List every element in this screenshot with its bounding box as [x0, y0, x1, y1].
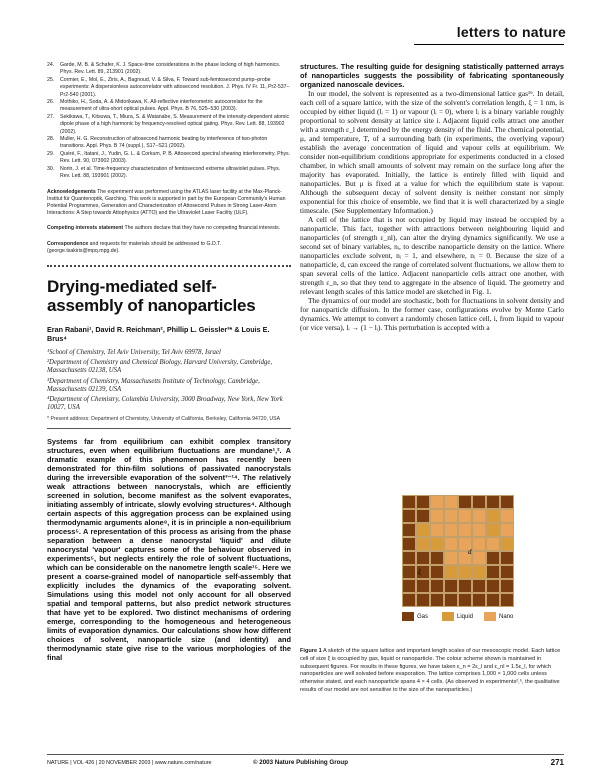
body-paragraph: In our model, the solvent is represented as a two-dimensional lattice gas¹⁶. In detail, each cell of a square lattice, with the size of the solvent's correlation length, ξ = 1 nm, is occupied by either liquid (lᵢ = 1) or vapour (lᵢ = 0), where lᵢ is a binary variable roughly proportional to solvent density at lattice site i. Adjacent liquid cells attract one another with a strength ε_l determined by the energy density of the fluid. The chemical potential, μ, and temperature, T, of a surrounding bath (in experiments, the overlying vapour) establish the average concentration of liquid and vapour cells at equilibrium. We consider non-equilibrium conditions appropriate for experiments conducted in a closed chamber, in which small amounts of solvent may remain on the surface long after the majority has evaporated. Initially, the lattice is entirely filled with liquid and nanoparticles. But μ is fixed at a value for which the equilibrium state is vapour. Although the subsequent decay of solvent density is neither constant nor simply exponential for this choice of ensemble, we find that it is well characterized by a single timescale. (See Supplementary Information.) [300, 89, 564, 215]
nanoparticle-cell [472, 523, 486, 537]
affiliations [47, 349, 291, 412]
correspondence [47, 241, 291, 255]
present-address: * Present address: Department of Chemistry, University of California, Berkeley, California 94720, USA [47, 416, 281, 423]
body-paragraph: A cell of the lattice that is not occupied by liquid may instead be occupied by a nanoparticle. This fact, together with attractions between neighbouring liquid and nanoparticles (of strength ε_nl), can alter the drying dynamics significantly. We use a second set of binary variables, nᵢ, to describe nanoparticle density on the lattice. Where nanoparticles exclude solvent, nᵢ = 1, and elsewhere, nᵢ = 0. Because the size of a nanoparticle, d, can exceed the range of correlated solvent fluctuations, we allow them to span several cells of the lattice. Adjacent nanoparticle cells attract one another, with strength ε_n, so that they tend to aggregate in the absence of liquid. The geometry and relevant length scales of this lattice model are sketched in Fig. 1. [300, 215, 564, 296]
liquid-cell [416, 523, 430, 537]
gas-cell [458, 495, 472, 509]
liquid-swatch [442, 612, 454, 621]
reference-number: 27. [47, 113, 55, 120]
gas-cell [500, 495, 514, 509]
reference-text: Cormier, E., Mol, E., Ziris, A., Bagnoud, V. & Silva, F. Toward sub-femtosecond pump–probe experiments: A dispersionless autocorrelator with attosecond resolution. J. Phys. IV Fr. 11, Pr2-537–Pr2-540 (2001). [60, 76, 290, 98]
gas-cell [402, 509, 416, 523]
nanoparticle-cell [472, 509, 486, 523]
reference-text: Norin, J. et al. Time-frequency characterization of femtosecond extreme ultraviolet pulses. Phys. Rev. Lett. 88, 193901 (2002). [60, 165, 281, 180]
copyright: © 2003 Nature Publishing Group [253, 759, 348, 766]
correspondence-text: and requests for materials should be addressed to G.D.T. (george.tsakiris@mpq.mpg.de). [47, 240, 222, 254]
legend-label: Liquid [457, 613, 474, 620]
left-column [47, 62, 291, 662]
reference-text: Garde, M. B. & Schafer, K. J. Space-time considerations in the phase locking of high harmonics. Phys. Rev. Lett. 89, 213901 (2002). [60, 62, 281, 76]
gas-cell [500, 551, 514, 565]
section-title: letters to nature [456, 24, 566, 40]
reference-text: Quéré, F., Itatani, J., Yudin, G. L. & Corkum, P. B. Attosecond spectral shearing interferometry. Phys. Rev. Lett. 90, 073902 (2003). [60, 150, 291, 165]
liquid-cell [444, 565, 458, 579]
nanoparticle-cell [430, 509, 444, 523]
reference-number: 25. [47, 76, 55, 83]
nanoparticle-cell [430, 495, 444, 509]
dimension-label-xi: ξ [418, 568, 421, 576]
gas-cell [416, 495, 430, 509]
gas-cell [402, 551, 416, 565]
nanoparticle-cell [444, 495, 458, 509]
acknowledgements [47, 189, 291, 218]
gas-swatch [402, 612, 414, 621]
reference-item [47, 136, 291, 151]
gas-cell [486, 579, 500, 593]
liquid-cell [430, 537, 444, 551]
body-paragraph: The dynamics of our model are stochastic, both for fluctuations in solvent density and for nanoparticle diffusion. In the former case, configurations evolve by Monte Carlo dynamics. We attempt to convert a randomly chosen lattice cell, i, from liquid to vapour (or vice versa), lᵢ → (1 − lᵢ). This perturbation is accepted with a [300, 296, 564, 332]
gas-cell [416, 509, 430, 523]
reference-number: 30. [47, 165, 55, 172]
liquid-cell [486, 523, 500, 537]
reference-number: 28. [47, 136, 55, 143]
reference-item [47, 166, 291, 181]
nanoparticle-cell [472, 537, 486, 551]
reference-number: 29. [47, 150, 55, 157]
gas-cell [402, 565, 416, 579]
liquid-cell [500, 537, 514, 551]
figure-caption [300, 648, 564, 695]
legend-label: Gas [417, 613, 429, 620]
right-column [300, 62, 564, 332]
competing-interests-text: The authors declare that they have no competing financial interests. [123, 225, 281, 232]
divider-line [47, 428, 291, 429]
reference-item [47, 99, 291, 114]
gas-cell [402, 593, 416, 607]
gas-cell [430, 593, 444, 607]
caption-text: A sketch of the square lattice and important length scales of our mesoscopic model. Each lattice cell of size ξ is occupied by gas, liquid or nanoparticle. The colour scheme shown is maintained in subsequent figures. For results in these figures, we have taken ε_n = 2ε_l and ε_nl = 1.5ε_l, for which nanoparticles are well solvated before evaporation. The lattice comprises 1,000 × 1,000 cells unless otherwise stated, and each nanoparticle spans 4 × 4 cells. (As observed in experiments²,⁵, the qualitative results of our model are not sensitive to the size of the nanoparticles.) [300, 648, 561, 693]
nanoparticle-cell [458, 509, 472, 523]
reference-item [47, 77, 291, 99]
correspondence-label: Correspondence [47, 240, 89, 247]
reference-number: 24. [47, 62, 55, 68]
nanoparticle-cell [444, 523, 458, 537]
dotted-divider [47, 265, 291, 267]
gas-cell [486, 565, 500, 579]
author-list: Eran Rabani¹, David R. Reichman², Phillip L. Geissler³* & Louis E. Brus⁴ [47, 324, 270, 343]
competing-interests [47, 225, 291, 232]
gas-cell [486, 495, 500, 509]
page-number: 271 [550, 758, 564, 767]
lattice-figure [402, 495, 514, 607]
legend-liquid [442, 612, 473, 621]
liquid-cell [416, 537, 430, 551]
gas-cell [486, 593, 500, 607]
liquid-cell [472, 565, 486, 579]
nanoparticle-cell [444, 509, 458, 523]
liquid-cell [486, 509, 500, 523]
footer-rule [47, 754, 564, 755]
nanoparticle-cell [458, 523, 472, 537]
gas-cell [472, 579, 486, 593]
reference-number: 26. [47, 99, 55, 106]
journal-info: NATURE | VOL 426 | 20 NOVEMBER 2003 | www.nature.com/nature [47, 760, 212, 766]
nanoparticle-cell [500, 509, 514, 523]
nano-swatch [484, 612, 496, 621]
reference-text: Sekikawa, T., Kitsuwa, T., Miura, S. & Watanabe, S. Measurement of the intensity-dependent atomic dipole phase of a high harmonic by frequency-resolved optical gating. Phys. Rev. Lett. 88, 193902 (2002). [60, 113, 290, 135]
page-header [0, 0, 600, 56]
figure-legend [402, 612, 542, 624]
affiliation-item: ¹School of Chemistry, Tel Aviv University, Tel Aviv 69978, Israel [47, 348, 221, 356]
reference-text: Mothiko, H., Soda, A. & Midorikawa, K. All-reflective interferometric autocorrelator for the measurement of ultra-short optical pulses. Appl. Phys. B 76, 525–530 (2003). [60, 99, 263, 113]
gas-cell [402, 537, 416, 551]
nanoparticle-cell [444, 551, 458, 565]
abstract: Systems far from equilibrium can exhibit complex transitory structures, even when equilibrium fluctuations are mundane¹,². A dramatic example of this phenomenon has recently been demonstrated for thin-film solutions of passivated nanocrystals during the irreversible evaporation of the solvent³⁻¹⁴. The relatively weak attractions between nanocrystals, which are efficiently screened in solution, become manifest as the solvent evaporates, initiating assembly of intricate, slowly evolving structures⁴. Although certain aspects of this aggregation process can be explained using thermodynamic arguments alone⁸, it is in principle a non-equilibrium process⁵. A representation of this process as arising from the phase separation between a dense nanocrystal 'liquid' and dilute nanocrystal 'vapour' captures some of the behaviour observed in experiments⁵, but neglects entirely the role of solvent fluctuations, which can be considerable on the nanometre length scale¹⁵. Here we present a coarse-grained model of nanoparticle self-assembly that explicitly includes the dynamics of the evaporating solvent. Simulations using this model not only account for all observed spatial and temporal patterns, but also predict network structures that have yet to be explored. Two distinct mechanisms of ordering emerge, corresponding to the homogeneous and heterogeneous limits of evaporation dynamics. Our calculations show how different choices of solvent, nanoparticle size (and identity) and thermodynamic state give rise to the various morphologies of the final [47, 437, 291, 663]
gas-cell [472, 495, 486, 509]
affiliation-item: ³Department of Chemistry, Massachusetts Institute of Technology, Cambridge, Massachusetts 02139, USA [47, 377, 260, 393]
gas-cell [458, 593, 472, 607]
reference-item [47, 114, 291, 136]
caption-label: Figure 1 [300, 648, 322, 654]
gas-cell [444, 579, 458, 593]
reference-text: Muller, H. G. Reconstruction of attosecond harmonic beating by interference of two-photon transitions. Appl. Phys. B 74 (suppl.), S17–S21 (2002). [60, 136, 268, 150]
gas-cell [402, 495, 416, 509]
liquid-cell [458, 565, 472, 579]
abstract-continuation: structures. The resulting guide for designing statistically patterned arrays of nanoparticles suggests the possibility of fabricating spontaneously organized nanoscale devices. [300, 62, 564, 89]
gas-cell [416, 593, 430, 607]
legend-nano [484, 612, 513, 621]
reference-item [47, 151, 291, 166]
ack-text: The experiment was performed using the ATLAS laser facility at the Max-Planck-Institut für Quantenoptik, Garching. This work is supported in part by the European Community's Human Potential Programmes, Generation and Characterization of Attosecond Pulses in Strong Laser-Atom Interactions: A Step towards Attophysics (ATTO) and the Ultraviolet Laser Facility (ULF). [47, 188, 286, 217]
gas-cell [486, 551, 500, 565]
dimension-label-d: d [468, 548, 472, 556]
nanoparticle-cell [500, 523, 514, 537]
gas-cell [402, 579, 416, 593]
gas-cell [416, 551, 430, 565]
legend-label: Nano [499, 613, 514, 620]
legend-gas [402, 612, 428, 621]
nanoparticle-cell [472, 551, 486, 565]
gas-cell [472, 593, 486, 607]
gas-cell [430, 551, 444, 565]
gas-cell [430, 565, 444, 579]
reference-item [47, 62, 291, 77]
gas-cell [500, 565, 514, 579]
nanoparticle-cell [486, 537, 500, 551]
gas-cell [402, 523, 416, 537]
gas-cell [430, 579, 444, 593]
article-title: Drying-mediated self-assembly of nanoparticles [47, 276, 256, 315]
affiliation-item: ⁴Department of Chemistry, Columbia University, 3000 Broadway, New York, New York 10027, USA [47, 395, 283, 412]
affiliation-item: ²Department of Chemistry and Chemical Biology, Harvard University, Cambridge, Massachusetts 02138, USA [47, 359, 273, 375]
gas-cell [458, 579, 472, 593]
ack-label: Acknowledgements [47, 188, 96, 195]
competing-interests-label: Competing interests statement [47, 225, 124, 232]
nanoparticle-cell [444, 537, 458, 551]
gas-cell [500, 593, 514, 607]
nanoparticle-cell [430, 523, 444, 537]
header-rule [414, 44, 564, 45]
reference-list [47, 62, 291, 181]
gas-cell [416, 579, 430, 593]
gas-cell [444, 593, 458, 607]
gas-cell [500, 579, 514, 593]
